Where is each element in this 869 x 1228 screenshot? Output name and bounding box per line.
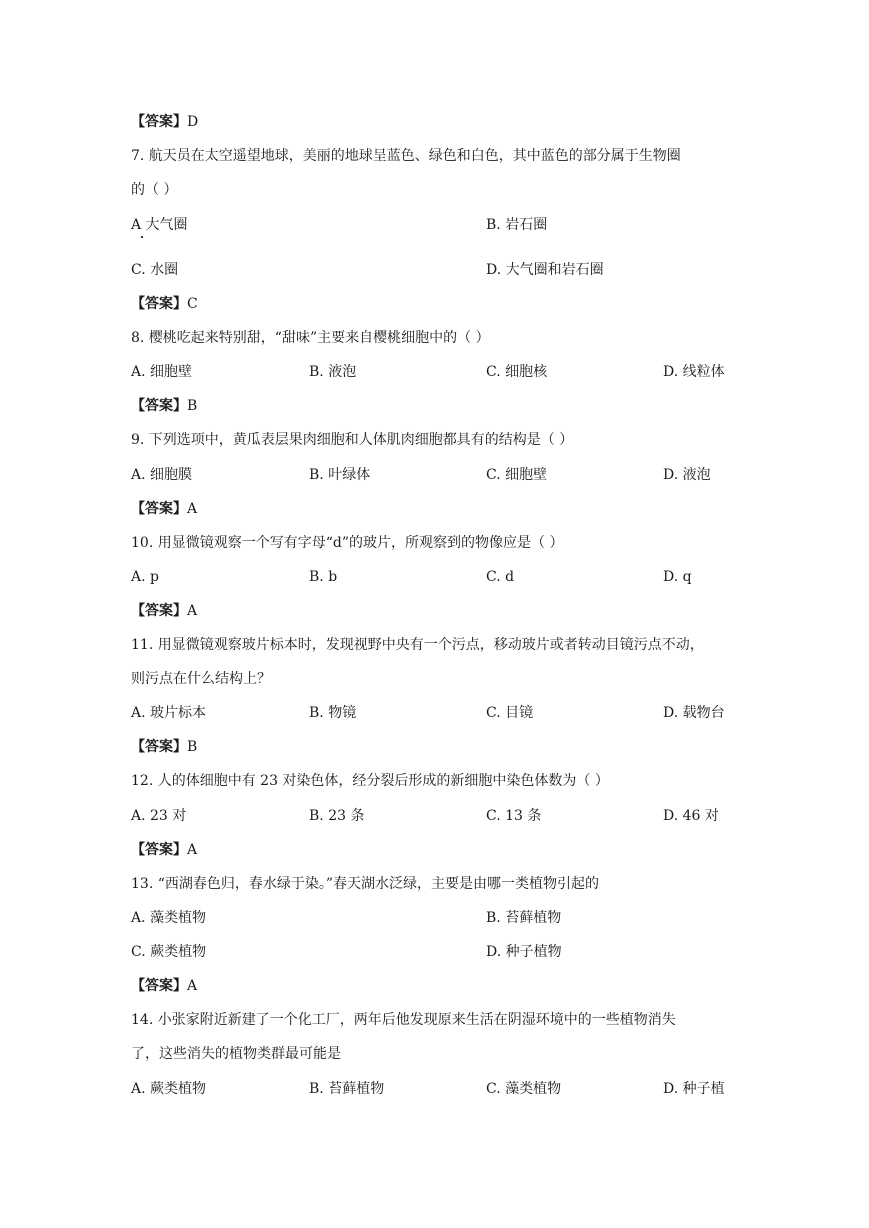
question-7-option-a: A 大气圈 xyxy=(131,217,188,233)
answer-11 xyxy=(131,737,197,757)
question-11-option-c: C. 目镜 xyxy=(486,705,534,721)
question-12-option-d: D. 46 对 xyxy=(663,808,719,824)
question-7-option-b: B. 岩石圈 xyxy=(486,217,548,233)
answer-label: 【答案】 xyxy=(131,739,187,755)
answer-value: A xyxy=(187,501,198,517)
question-11-text-cont: 则污点在什么结构上？ xyxy=(131,671,271,687)
answer-value: A xyxy=(187,978,198,994)
question-10-option-b: B. b xyxy=(309,569,338,585)
question-12-option-b: B. 23 条 xyxy=(309,808,365,824)
question-13-option-d: D. 种子植物 xyxy=(486,944,562,960)
question-8-text: 8. 樱桃吃起来特别甜，“甜味”主要来自樱桃细胞中的（ ） xyxy=(131,330,490,346)
question-9-option-c: C. 细胞壁 xyxy=(486,467,548,483)
answer-value: B xyxy=(187,739,198,755)
answer-value: D xyxy=(187,114,199,130)
question-8-option-d: D. 线粒体 xyxy=(663,364,725,380)
question-12-text: 12. 人的体细胞中有 23 对染色体，经分裂后形成的新细胞中染色体数为（ ） xyxy=(131,773,609,789)
question-13-option-b: B. 苔藓植物 xyxy=(486,910,562,926)
question-14-option-d: D. 种子植 xyxy=(663,1081,725,1097)
question-13-option-c: C. 蕨类植物 xyxy=(131,944,207,960)
question-7-option-d: D. 大气圈和岩石圈 xyxy=(486,262,604,278)
answer-label: 【答案】 xyxy=(131,296,187,312)
question-11-option-d: D. 载物台 xyxy=(663,705,725,721)
stray-dot-mark xyxy=(141,236,143,238)
answer-7 xyxy=(131,294,198,314)
answer-label: 【答案】 xyxy=(131,501,187,517)
answer-label: 【答案】 xyxy=(131,978,187,994)
question-10-text: 10. 用显微镜观察一个写有字母“d”的玻片，所观察到的物像应是（ ） xyxy=(131,535,564,551)
answer-6 xyxy=(131,112,198,132)
question-7-text-cont: 的（ ） xyxy=(131,182,178,198)
question-12-option-c: C. 13 条 xyxy=(486,808,542,824)
answer-value: A xyxy=(187,842,198,858)
question-8-option-c: C. 细胞核 xyxy=(486,364,548,380)
question-14-option-a: A. 蕨类植物 xyxy=(131,1081,207,1097)
question-14-text-cont: 了，这些消失的植物类群最可能是 xyxy=(131,1046,341,1062)
question-11-option-a: A. 玻片标本 xyxy=(131,705,207,721)
question-11-option-b: B. 物镜 xyxy=(309,705,357,721)
question-9-option-a: A. 细胞膜 xyxy=(131,467,193,483)
question-10-option-d: D. q xyxy=(663,569,692,585)
question-14-option-b: B. 苔藓植物 xyxy=(309,1081,385,1097)
question-11-text: 11. 用显微镜观察玻片标本时，发现视野中央有一个污点，移动玻片或者转动目镜污点不动， xyxy=(131,637,704,653)
question-9-option-b: B. 叶绿体 xyxy=(309,467,371,483)
question-13-option-a: A. 藻类植物 xyxy=(131,910,207,926)
question-8-option-a: A. 细胞壁 xyxy=(131,364,193,380)
answer-value: C xyxy=(187,296,198,312)
answer-label: 【答案】 xyxy=(131,842,187,858)
answer-13 xyxy=(131,976,197,996)
answer-value: B xyxy=(187,398,198,414)
question-12-option-a: A. 23 对 xyxy=(131,808,187,824)
answer-label: 【答案】 xyxy=(131,114,187,130)
question-8-option-b: B. 液泡 xyxy=(309,364,357,380)
question-9-text: 9. 下列选项中，黄瓜表层果肉细胞和人体肌肉细胞都具有的结构是（ ） xyxy=(131,432,574,448)
question-10-option-c: C. d xyxy=(486,569,515,585)
answer-10 xyxy=(131,601,197,621)
question-9-option-d: D. 液泡 xyxy=(663,467,711,483)
question-10-option-a: A. p xyxy=(131,569,159,585)
answer-label: 【答案】 xyxy=(131,603,187,619)
answer-9 xyxy=(131,499,197,519)
answer-value: A xyxy=(187,603,198,619)
answer-8 xyxy=(131,396,197,416)
answer-label: 【答案】 xyxy=(131,398,187,414)
question-14-text: 14. 小张家附近新建了一个化工厂，两年后他发现原来生活在阴湿环境中的一些植物消失 xyxy=(131,1012,676,1028)
question-14-option-c: C. 藻类植物 xyxy=(486,1081,562,1097)
question-7-option-c: C. 水圈 xyxy=(131,262,179,278)
answer-12 xyxy=(131,840,197,860)
question-7-text: 7. 航天员在太空遥望地球，美丽的地球呈蓝色、绿色和白色，其中蓝色的部分属于生物圈 xyxy=(131,148,681,164)
question-13-text: 13. “西湖春色归，春水绿于染。”春天湖水泛绿，主要是由哪一类植物引起的 xyxy=(131,876,600,892)
